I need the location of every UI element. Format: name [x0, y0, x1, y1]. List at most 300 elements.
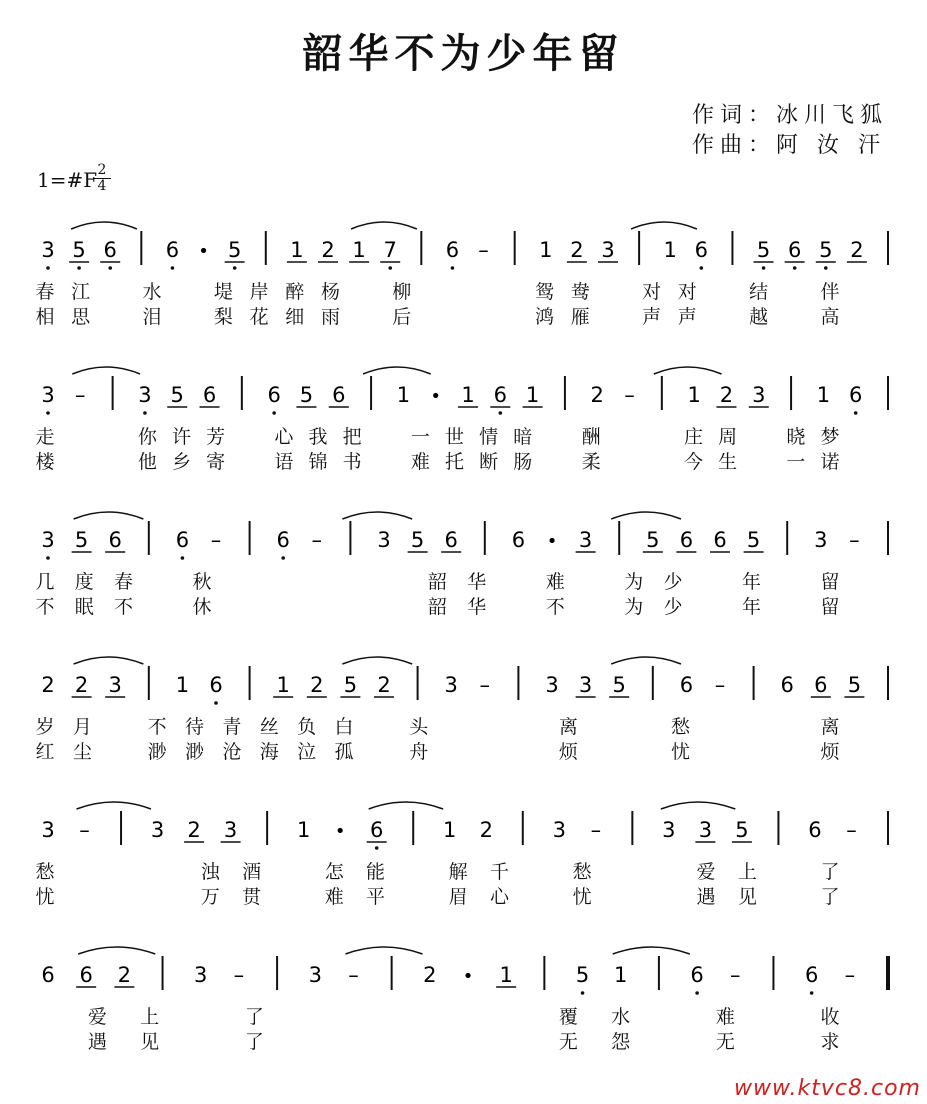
slur	[345, 947, 422, 954]
slur	[72, 367, 140, 374]
note: 2	[117, 963, 132, 987]
melody-line	[0, 495, 927, 575]
lyric-char: 年	[741, 571, 761, 593]
note: 6	[209, 673, 223, 697]
lyric-char: 韶	[427, 571, 447, 593]
lyric-char: 丝	[259, 716, 279, 738]
lyric-char: 泣	[297, 741, 317, 763]
lyric-char: 庄	[683, 426, 703, 448]
note: 5	[612, 673, 626, 697]
dash-mark: –	[79, 818, 90, 842]
note: 5	[847, 673, 862, 697]
note: 5	[410, 528, 425, 552]
slur	[631, 222, 697, 229]
melody-line	[0, 350, 927, 430]
note: 6	[444, 528, 458, 552]
lyric-char: 愁	[572, 861, 592, 883]
lyric-char: 几	[35, 571, 55, 593]
note: 6	[267, 383, 281, 407]
lyric-char: 不	[545, 596, 565, 618]
lyric-char: 留	[820, 596, 840, 618]
note: 5	[74, 528, 89, 552]
note: 6	[679, 673, 694, 697]
lyric-char: 托	[445, 451, 465, 473]
note: 6	[690, 963, 704, 987]
dash-mark: –	[478, 238, 489, 262]
lyric-char: 覆	[558, 1006, 578, 1028]
lyricist-credit: 作词：冰川飞狐	[692, 103, 889, 128]
lyric-char: 柳	[392, 281, 412, 303]
lyric-char: 不	[113, 596, 133, 618]
lyric-char: 爱	[87, 1006, 107, 1028]
lyric-char: 了	[244, 1006, 264, 1028]
watermark: www.ktvc8.com	[733, 1076, 921, 1101]
note: 6	[694, 238, 709, 262]
lyric-char: 柔	[581, 451, 601, 473]
lyric-char: 沧	[222, 741, 242, 763]
melody-line	[0, 930, 927, 1010]
lyric-char: 芳	[206, 426, 226, 448]
note: 7	[383, 238, 397, 262]
lyric-char: 对	[642, 281, 662, 303]
note: 1	[352, 238, 366, 262]
lyric-line-2	[0, 302, 927, 328]
lyric-char: 花	[249, 306, 269, 328]
note: 6	[804, 963, 819, 987]
lyric-char: 见	[737, 886, 757, 908]
dash-mark: –	[849, 528, 860, 552]
melody-line	[0, 640, 927, 720]
note: 1	[614, 963, 628, 987]
note: 2	[377, 673, 391, 697]
note: 3	[377, 528, 391, 552]
lower-octave-dot	[108, 266, 112, 270]
melody-line	[0, 785, 927, 865]
lower-octave-dot	[388, 266, 392, 270]
lyric-char: 世	[445, 426, 465, 448]
lyric-char: 平	[366, 886, 386, 908]
lyric-char: 心	[274, 426, 294, 448]
dash-mark: –	[311, 528, 323, 552]
lyric-char: 鸳	[535, 281, 555, 303]
lyric-char: 华	[467, 571, 487, 593]
lyric-char: 见	[140, 1031, 160, 1053]
lyric-char: 酒	[242, 861, 262, 883]
lower-octave-dot	[854, 411, 858, 415]
lyric-char: 负	[297, 716, 317, 738]
lyric-char: 泪	[142, 306, 162, 328]
lyric-line-2	[0, 1027, 927, 1053]
lyric-char: 鸯	[570, 281, 590, 303]
lyric-char: 诺	[820, 451, 840, 473]
note: 6	[679, 528, 694, 552]
lower-octave-dot	[762, 266, 766, 270]
dash-mark: –	[210, 528, 222, 552]
note: 2	[41, 673, 55, 697]
note: 3	[308, 963, 322, 987]
lower-octave-dot	[695, 991, 699, 995]
lyric-char: 难	[410, 451, 430, 473]
slur	[351, 222, 417, 229]
note: 2	[187, 818, 201, 842]
note: 1	[396, 383, 411, 407]
lyric-char: 收	[820, 1006, 840, 1028]
note: 1	[499, 963, 513, 987]
lyric-char: 无	[715, 1031, 735, 1053]
lyric-char: 不	[147, 716, 167, 738]
lyric-char: 声	[677, 306, 697, 328]
lyric-char: 思	[71, 306, 91, 328]
lyric-char: 一	[786, 451, 806, 473]
note: 6	[79, 963, 93, 987]
lyric-line-1	[0, 1002, 927, 1028]
lyric-line-2	[0, 737, 927, 763]
lyric-char: 留	[820, 571, 840, 593]
note: 3	[814, 528, 828, 552]
note: 5	[735, 818, 749, 842]
note: 2	[479, 818, 493, 842]
note: 3	[662, 818, 676, 842]
lyric-char: 暗	[513, 426, 533, 448]
lyric-char: 难	[715, 1006, 735, 1028]
lyric-char: 细	[285, 306, 305, 328]
slur	[74, 512, 144, 519]
lyric-char: 遇	[696, 886, 716, 908]
lyric-char: 寄	[206, 451, 226, 473]
lyric-char: 一	[410, 426, 430, 448]
lyric-line-1	[0, 277, 927, 303]
lyric-char: 青	[222, 716, 242, 738]
lyric-char: 渺	[185, 741, 205, 763]
lyric-char: 万	[200, 886, 220, 908]
lyric-char: 杨	[320, 281, 340, 303]
slur	[342, 657, 412, 664]
dash-mark: –	[590, 818, 602, 842]
lyric-char: 愁	[35, 861, 55, 883]
dot-mark: •	[546, 531, 558, 552]
lyric-char: 肠	[513, 451, 533, 473]
slur	[342, 512, 412, 519]
lyric-char: 雁	[570, 306, 590, 328]
note: 5	[227, 238, 242, 262]
dash-mark: –	[479, 673, 491, 697]
lyric-char: 愁	[670, 716, 690, 738]
lyric-char: 红	[35, 741, 55, 763]
lyric-char: 上	[737, 861, 757, 883]
note: 2	[570, 238, 584, 262]
note: 5	[819, 238, 833, 262]
lyric-char: 伴	[820, 281, 840, 303]
note: 5	[72, 238, 86, 262]
note: 6	[511, 528, 526, 552]
slur	[363, 367, 431, 374]
lyric-char: 怎	[324, 861, 344, 883]
lyric-char: 海	[259, 741, 279, 763]
lyric-char: 岸	[249, 281, 269, 303]
dot-mark: •	[462, 966, 474, 987]
lyric-char: 孤	[334, 741, 354, 763]
lyric-char: 月	[72, 716, 92, 738]
lyric-char: 贯	[242, 886, 262, 908]
lyric-char: 相	[35, 306, 55, 328]
lyric-char: 他	[137, 451, 157, 473]
lyric-char: 怨	[611, 1031, 631, 1053]
time-signature-top: 2	[97, 162, 107, 178]
lyric-char: 堤	[213, 281, 233, 303]
time-signature-bottom: 4	[93, 178, 111, 194]
lyric-char: 语	[274, 451, 294, 473]
dot-mark: •	[430, 386, 442, 407]
dash-mark: –	[75, 383, 86, 407]
note: 6	[202, 383, 217, 407]
lyric-char: 遇	[87, 1031, 107, 1053]
lyric-char: 度	[74, 571, 94, 593]
slur	[654, 367, 722, 374]
lyric-char: 少	[663, 571, 683, 593]
song-title: 韶华不为少年留	[302, 31, 625, 77]
lyric-char: 梨	[213, 306, 233, 328]
note: 6	[276, 528, 290, 552]
note: 1	[539, 238, 553, 262]
note: 2	[321, 238, 335, 262]
lyric-char: 鸿	[535, 306, 555, 328]
note: 1	[525, 383, 540, 407]
system-5	[0, 785, 927, 925]
lyric-char: 春	[113, 571, 133, 593]
note: 6	[780, 673, 794, 697]
slur	[78, 947, 155, 954]
note: 3	[223, 818, 238, 842]
lyric-char: 我	[308, 426, 328, 448]
note: 6	[787, 238, 802, 262]
lyric-char: 待	[185, 716, 205, 738]
note: 1	[663, 238, 677, 262]
lyric-char: 江	[71, 281, 91, 303]
dash-mark: –	[714, 673, 726, 697]
lyric-char: 韶	[427, 596, 447, 618]
slur	[611, 657, 681, 664]
lyric-char: 头	[409, 716, 429, 738]
lower-octave-dot	[181, 556, 185, 560]
lyric-char: 雨	[320, 306, 340, 328]
lyric-char: 难	[324, 886, 344, 908]
slur	[71, 222, 137, 229]
note: 2	[423, 963, 437, 987]
note: 3	[552, 818, 566, 842]
lower-octave-dot	[46, 411, 50, 415]
note: 3	[150, 818, 165, 842]
lyric-char: 忧	[572, 886, 592, 908]
lyric-char: 醉	[285, 281, 305, 303]
lower-octave-dot	[281, 556, 285, 560]
lyric-char: 离	[820, 716, 840, 738]
note: 3	[545, 673, 559, 697]
note: 3	[41, 383, 55, 407]
note: 2	[74, 673, 89, 697]
note: 3	[578, 673, 593, 697]
lyric-char: 许	[172, 426, 192, 448]
lyric-char: 千	[489, 861, 509, 883]
lyric-char: 今	[683, 451, 703, 473]
lyric-char: 白	[334, 716, 354, 738]
slur	[613, 947, 690, 954]
note: 6	[808, 818, 822, 842]
slur	[77, 802, 151, 809]
lyric-char: 高	[820, 306, 840, 328]
note: 3	[194, 963, 208, 987]
lyric-char: 休	[192, 596, 212, 618]
lyric-char: 生	[718, 451, 738, 473]
lyric-char: 烦	[820, 741, 840, 763]
note: 6	[370, 818, 384, 842]
lyric-char: 乡	[172, 451, 192, 473]
note: 5	[170, 383, 184, 407]
lyric-char: 你	[137, 426, 157, 448]
lyric-char: 求	[820, 1031, 840, 1053]
lyric-char: 晓	[786, 426, 806, 448]
lyric-char: 浊	[200, 861, 220, 883]
dash-mark: –	[844, 963, 856, 987]
note: 3	[41, 818, 55, 842]
lyric-char: 后	[392, 306, 412, 328]
lower-octave-dot	[810, 991, 814, 995]
lower-octave-dot	[451, 266, 455, 270]
slur	[369, 802, 443, 809]
lower-octave-dot	[46, 266, 50, 270]
note: 3	[601, 238, 615, 262]
system-3	[0, 495, 927, 635]
lyric-char: 锦	[308, 451, 328, 473]
lower-octave-dot	[233, 266, 237, 270]
note: 3	[444, 673, 458, 697]
lyric-char: 断	[479, 451, 499, 473]
lyric-line-2	[0, 592, 927, 618]
lower-octave-dot	[214, 701, 218, 705]
lyric-char: 忧	[670, 741, 690, 763]
lyric-line-2	[0, 447, 927, 473]
note: 1	[296, 818, 311, 842]
lower-octave-dot	[46, 556, 50, 560]
note: 5	[756, 238, 771, 262]
lyric-char: 水	[611, 1006, 631, 1028]
note: 6	[165, 238, 180, 262]
lyric-char: 声	[642, 306, 662, 328]
note: 2	[590, 383, 604, 407]
note: 6	[849, 383, 863, 407]
note: 1	[816, 383, 831, 407]
lower-octave-dot	[375, 846, 379, 850]
note: 5	[646, 528, 660, 552]
lyric-char: 眉	[448, 886, 468, 908]
note: 5	[343, 673, 358, 697]
lyric-char: 眠	[74, 596, 94, 618]
lyric-char: 书	[342, 451, 362, 473]
dash-mark: –	[624, 383, 635, 407]
lyric-char: 离	[558, 716, 578, 738]
note: 5	[746, 528, 761, 552]
lower-octave-dot	[581, 991, 585, 995]
note: 1	[687, 383, 701, 407]
note: 3	[41, 528, 55, 552]
lyric-char: 情	[479, 426, 499, 448]
lyric-char: 尘	[72, 741, 92, 763]
lyric-char: 不	[35, 596, 55, 618]
lyric-char: 心	[489, 886, 509, 908]
lyric-char: 爱	[696, 861, 716, 883]
note: 6	[175, 528, 190, 552]
note: 2	[850, 238, 864, 262]
system-1	[0, 205, 927, 345]
note: 3	[138, 383, 152, 407]
system-2	[0, 350, 927, 490]
lower-octave-dot	[824, 266, 828, 270]
note: 6	[103, 238, 117, 262]
lyric-line-2	[0, 882, 927, 908]
lyric-line-1	[0, 422, 927, 448]
lyric-char: 难	[545, 571, 565, 593]
dot-mark: •	[334, 821, 346, 842]
lyric-char: 岁	[35, 716, 55, 738]
lower-octave-dot	[793, 266, 797, 270]
lyric-char: 水	[142, 281, 162, 303]
lyric-char: 为	[624, 571, 644, 593]
lyric-char: 了	[244, 1031, 264, 1053]
note: 5	[575, 963, 590, 987]
lyric-char: 为	[624, 596, 644, 618]
lyric-char: 无	[558, 1031, 578, 1053]
note: 1	[443, 818, 457, 842]
lyric-char: 周	[718, 426, 738, 448]
note: 3	[578, 528, 593, 552]
lyric-line-1	[0, 857, 927, 883]
lyric-char: 上	[140, 1006, 160, 1028]
lyric-char: 把	[342, 426, 362, 448]
note: 2	[310, 673, 324, 697]
note: 6	[493, 383, 507, 407]
note: 2	[719, 383, 734, 407]
lyric-char: 解	[448, 861, 468, 883]
lyric-char: 年	[741, 596, 761, 618]
note: 6	[814, 673, 828, 697]
lyric-char: 能	[366, 861, 386, 883]
note: 1	[461, 383, 475, 407]
note: 6	[332, 383, 346, 407]
lower-octave-dot	[272, 411, 276, 415]
lower-octave-dot	[499, 411, 503, 415]
lyric-char: 了	[820, 861, 840, 883]
slur	[611, 512, 681, 519]
lyric-char: 渺	[147, 741, 167, 763]
note: 3	[108, 673, 122, 697]
note: 6	[41, 963, 55, 987]
dash-mark: –	[233, 963, 245, 987]
lyric-line-1	[0, 567, 927, 593]
note: 1	[290, 238, 304, 262]
lyric-line-1	[0, 712, 927, 738]
note: 3	[41, 238, 55, 262]
note: 1	[276, 673, 290, 697]
note: 6	[445, 238, 460, 262]
lower-octave-dot	[143, 411, 147, 415]
lower-octave-dot	[171, 266, 175, 270]
lyric-char: 华	[467, 596, 487, 618]
note: 1	[175, 673, 190, 697]
dash-mark: –	[730, 963, 741, 987]
lyric-char: 梦	[820, 426, 840, 448]
lyric-char: 对	[677, 281, 697, 303]
lower-octave-dot	[700, 266, 704, 270]
note: 3	[698, 818, 713, 842]
